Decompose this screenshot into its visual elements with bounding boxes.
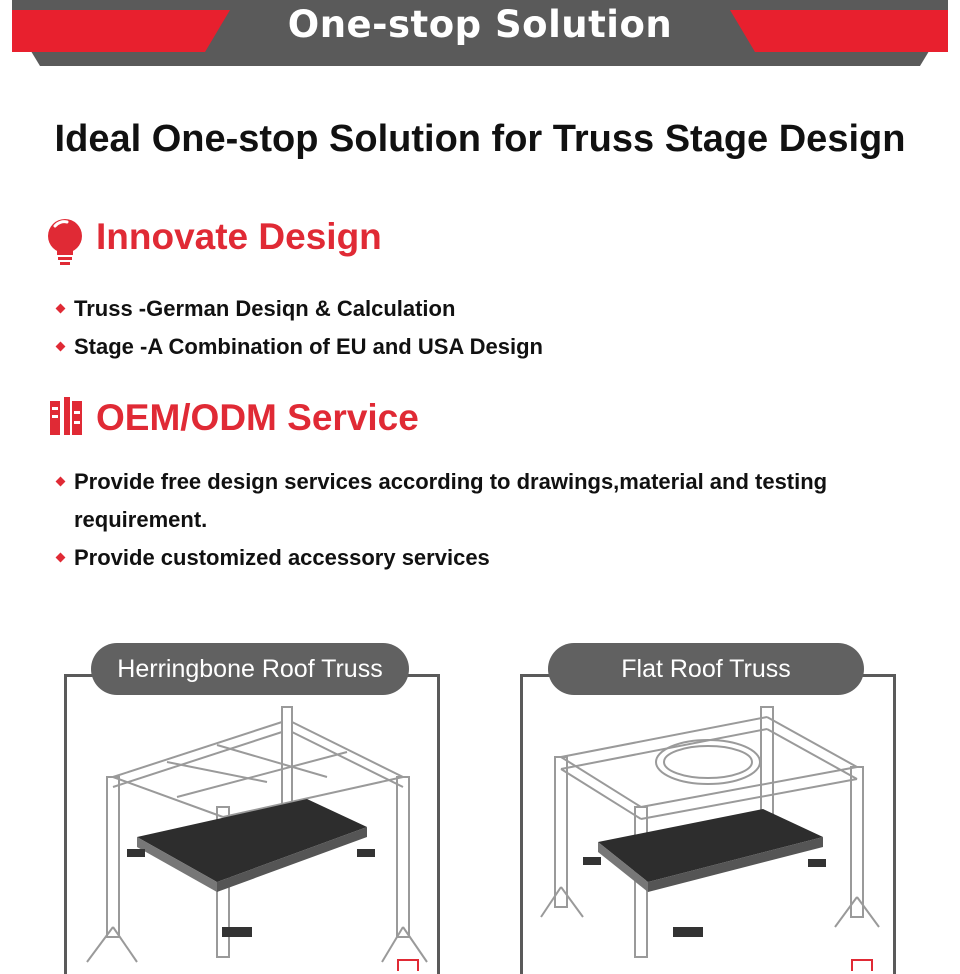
list-item: Provide customized accessory services [56,539,936,577]
product-card-herringbone[interactable] [64,674,440,974]
section-title-innovate-design: Innovate Design [96,216,382,257]
bullet-diamond-icon [56,342,66,352]
list-item: Provide free design services according to drawings,material and testing requirement. [56,463,936,539]
banner [0,0,960,66]
bullet-diamond-icon [56,477,66,487]
innovate-design-list [56,290,936,366]
flat-roof-truss-label[interactable]: Flat Roof Truss [548,643,864,695]
flat-roof-truss-image [523,677,893,967]
bullet-diamond-icon [56,553,66,563]
oem-odm-list [56,463,936,577]
corner-mark [397,959,419,971]
lightbulb-icon [45,218,85,266]
tools-icon [48,397,84,437]
herringbone-roof-truss-label[interactable]: Herringbone Roof Truss [91,643,409,695]
list-item: Truss -German Desiqn & Calculation [56,290,936,328]
bullet-diamond-icon [56,304,66,314]
corner-mark [851,959,873,971]
product-card-flat-roof[interactable] [520,674,896,974]
herringbone-roof-truss-image [67,677,437,967]
list-item: Stage -A Combination of EU and USA Design [56,328,936,366]
page-heading: Ideal One-stop Solution for Truss Stage Design [54,118,906,160]
section-title-oem-odm-service: OEM/ODM Service [96,397,419,438]
banner-title: One-stop Solution [287,3,673,46]
